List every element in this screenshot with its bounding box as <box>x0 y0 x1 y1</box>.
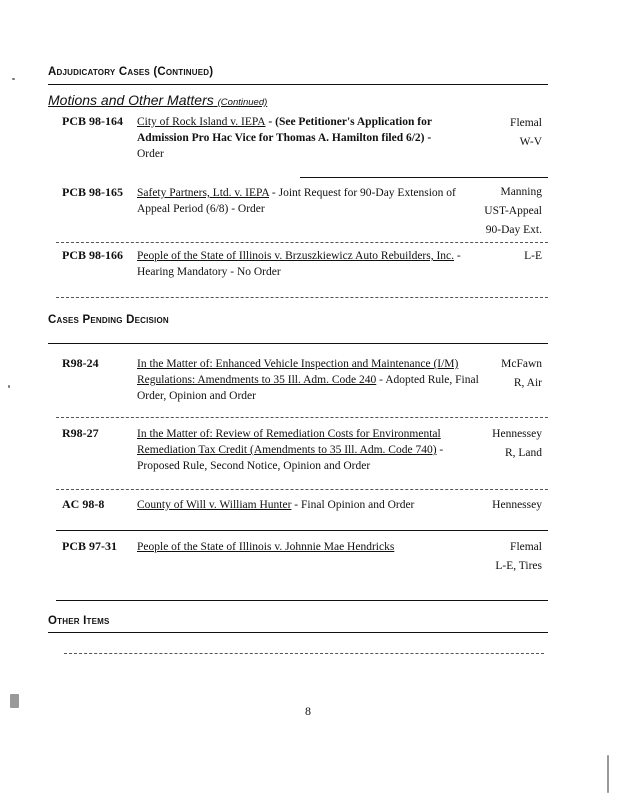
board-member: Manning <box>500 186 542 198</box>
heading-rule <box>48 84 548 85</box>
case-number: PCB 98-164 <box>62 114 123 128</box>
blank-line <box>64 653 544 654</box>
case-type: L-E, Tires <box>495 560 542 572</box>
case-description <box>137 114 482 162</box>
case-type: UST-Appeal <box>484 205 542 217</box>
case-description <box>137 497 482 513</box>
case-title: People of the State of Illinois v. Johnnie Mae Hendricks <box>137 541 395 553</box>
row-divider <box>56 417 548 418</box>
case-assignment <box>432 538 542 576</box>
case-assignment <box>432 114 542 152</box>
board-member: McFawn <box>501 358 542 370</box>
case-detail: - Hearing Mandatory - No Order <box>137 250 461 278</box>
row-divider <box>56 530 548 531</box>
case-number: R98-24 <box>62 356 99 370</box>
case-assignment <box>432 355 542 393</box>
case-detail: - Adopted Rule, Final Order, Opinion and Order <box>137 374 479 402</box>
scan-speck <box>12 78 15 80</box>
row-divider <box>56 297 548 298</box>
case-description <box>137 426 482 474</box>
case-title: In the Matter of: Review of Remediation Costs for Environmental Remediation Tax Credit (Amendments to 35 Ill. Adm. Code 740) <box>137 428 441 456</box>
heading-rule <box>48 343 548 344</box>
case-type: R, Land <box>504 447 542 459</box>
section-heading-other: Other Items <box>48 615 110 627</box>
case-number: R98-27 <box>62 426 99 440</box>
scan-speck <box>10 694 19 708</box>
case-description <box>137 539 482 555</box>
case-title: City of Rock Island v. IEPA <box>137 116 266 128</box>
scan-speck <box>8 385 10 388</box>
case-description <box>137 185 482 217</box>
case-title: People of the State of Illinois v. Brzuszkiewicz Auto Rebuilders, Inc. <box>137 250 455 262</box>
case-assignment <box>432 496 542 515</box>
subsection-title: Motions and Other Matters <box>48 92 214 108</box>
case-assignment <box>432 183 542 240</box>
case-number: PCB 97-31 <box>62 539 117 553</box>
row-divider <box>56 489 548 490</box>
case-number: AC 98-8 <box>62 497 105 511</box>
case-title: In the Matter of: Enhanced Vehicle Inspection and Maintenance (I/M) Regulations: Amendments to 35 Ill. Adm. Code 240 <box>137 358 459 386</box>
case-detail: - (See Petitioner's Application for Admission Pro Hac Vice for Thomas A. Hamilton filed 6/2) - <box>137 116 432 144</box>
row-divider <box>300 177 548 178</box>
case-detail: - Proposed Rule, Second Notice, Opinion and Order <box>137 444 444 472</box>
case-number: PCB 98-165 <box>62 185 123 199</box>
board-member: Flemal <box>510 117 542 129</box>
case-description <box>137 248 482 280</box>
case-title: County of Will v. William Hunter <box>137 499 292 511</box>
scan-speck <box>607 755 609 793</box>
case-assignment <box>432 247 542 266</box>
heading-rule <box>48 632 548 633</box>
case-detail: - Final Opinion and Order <box>291 499 415 511</box>
board-member: Flemal <box>510 541 542 553</box>
page-number: 8 <box>305 704 311 718</box>
case-title: Safety Partners, Ltd. v. IEPA <box>137 187 270 199</box>
case-assignment <box>432 425 542 463</box>
subsection-continued: (Continued) <box>217 97 268 108</box>
board-member: Hennessey <box>492 499 542 511</box>
row-divider <box>56 600 548 601</box>
case-description <box>137 356 482 404</box>
case-type: W-V <box>519 136 542 148</box>
case-type: R, Air <box>513 377 542 389</box>
subsection-heading <box>48 92 267 108</box>
case-type: L-E <box>524 250 542 262</box>
case-detail-tail: Order <box>137 148 164 160</box>
case-detail: - Joint Request for 90-Day Extension of Appeal Period (6/8) - Order <box>137 187 456 215</box>
section-heading-pending: Cases Pending Decision <box>48 314 169 326</box>
case-number: PCB 98-166 <box>62 248 123 262</box>
case-note: 90-Day Ext. <box>485 224 542 236</box>
section-heading-adjudicatory: Adjudicatory Cases (Continued) <box>48 66 214 78</box>
board-member: Hennessey <box>492 428 542 440</box>
row-divider <box>56 242 548 243</box>
